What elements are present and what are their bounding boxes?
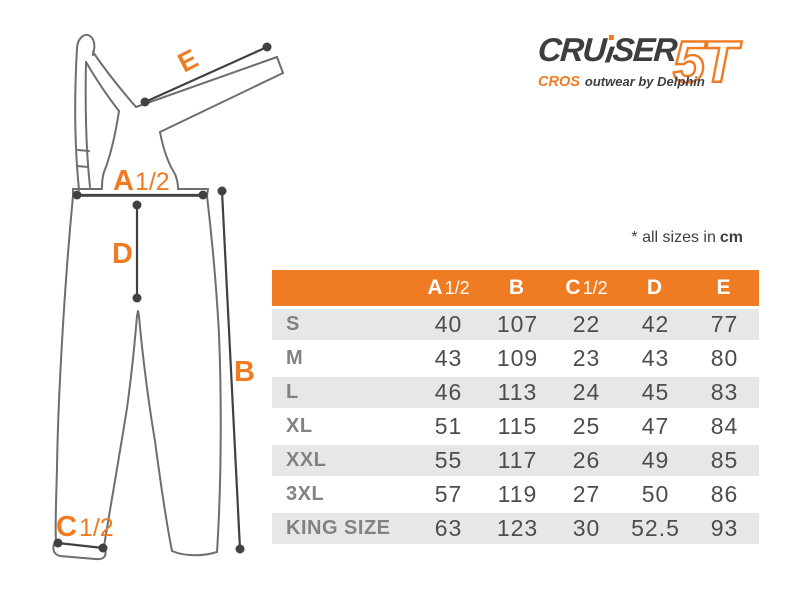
value-cell: 42: [641, 311, 670, 337]
size-name: 3XL: [286, 483, 325, 505]
tagline-rest: outwear by Delphin: [584, 74, 705, 89]
value-cell: 86: [710, 481, 739, 507]
value-cell: 22: [572, 311, 601, 337]
col-header-d: D: [621, 270, 690, 306]
value-cell: 47: [641, 413, 670, 439]
value-cell: 49: [641, 447, 670, 473]
value-cell: 83: [710, 379, 739, 405]
col-header-c: C 1/2: [552, 270, 621, 306]
value-cell: 85: [710, 447, 739, 473]
label-e: E: [173, 43, 203, 79]
pants-outline: [53, 35, 283, 559]
size-name: KING SIZE: [286, 517, 391, 539]
value-cell: 57: [434, 481, 463, 507]
label-d: D: [112, 238, 133, 270]
header-row: [272, 270, 759, 306]
value-cell: 93: [710, 515, 739, 541]
units-note-unit: cm: [719, 229, 743, 246]
value-cell: 46: [434, 379, 463, 405]
value-cell: 26: [572, 447, 601, 473]
value-cell: 115: [497, 413, 538, 439]
value-cell: 50: [641, 481, 670, 507]
value-cell: 80: [710, 345, 739, 371]
size-row-xl: [272, 411, 759, 442]
size-name: L: [286, 381, 299, 403]
measure-line-e: [145, 47, 267, 102]
size-row-king-size: [272, 513, 759, 544]
label-a-half: A1/2: [113, 165, 170, 197]
tagline-cros: CROS: [538, 74, 580, 90]
value-cell: 45: [641, 379, 670, 405]
value-cell: 107: [496, 311, 539, 337]
size-row-m: [272, 343, 759, 374]
value-cell: 43: [434, 345, 463, 371]
label-c-half: C1/2: [56, 511, 114, 543]
size-name: M: [286, 347, 304, 369]
value-cell: 40: [434, 311, 463, 337]
value-cell: 52.5: [631, 515, 680, 541]
value-cell: 30: [572, 515, 601, 541]
value-cell: 113: [497, 379, 538, 405]
value-cell: 77: [710, 311, 739, 337]
value-cell: 109: [496, 345, 539, 371]
size-row-l: [272, 377, 759, 408]
pants-diagram: [0, 0, 300, 600]
value-cell: 119: [497, 481, 538, 507]
col-header-size: [272, 270, 414, 306]
value-cell: 51: [434, 413, 463, 439]
value-cell: 23: [572, 345, 601, 371]
svg-text:5T: 5T: [673, 30, 735, 93]
value-cell: 24: [572, 379, 601, 405]
value-cell: 123: [496, 515, 539, 541]
value-cell: 25: [572, 413, 601, 439]
col-header-a: A 1/2: [414, 270, 483, 306]
units-note-text: * all sizes in: [631, 229, 716, 246]
value-cell: 43: [641, 345, 670, 371]
value-cell: 27: [572, 481, 601, 507]
cruiser-i-dot: I: [604, 34, 614, 66]
col-header-e: E: [690, 270, 759, 306]
size-name: XXL: [286, 449, 327, 471]
value-cell: 63: [434, 515, 463, 541]
value-cell: 55: [434, 447, 463, 473]
size-name: S: [286, 313, 300, 335]
brand-name-cruiser: CRUISER: [536, 31, 678, 68]
label-b: B: [234, 356, 255, 388]
col-header-b: B: [483, 270, 552, 306]
size-row-xxl: [272, 445, 759, 476]
size-name: XL: [286, 415, 313, 437]
units-note: [273, 229, 743, 247]
size-row-3xl: [272, 479, 759, 510]
value-cell: 117: [497, 447, 538, 473]
value-cell: 84: [710, 413, 739, 439]
size-row-s: [272, 309, 759, 340]
measure-line-c: [58, 543, 103, 548]
size-table: [272, 267, 759, 547]
brand-logo: [536, 30, 783, 93]
